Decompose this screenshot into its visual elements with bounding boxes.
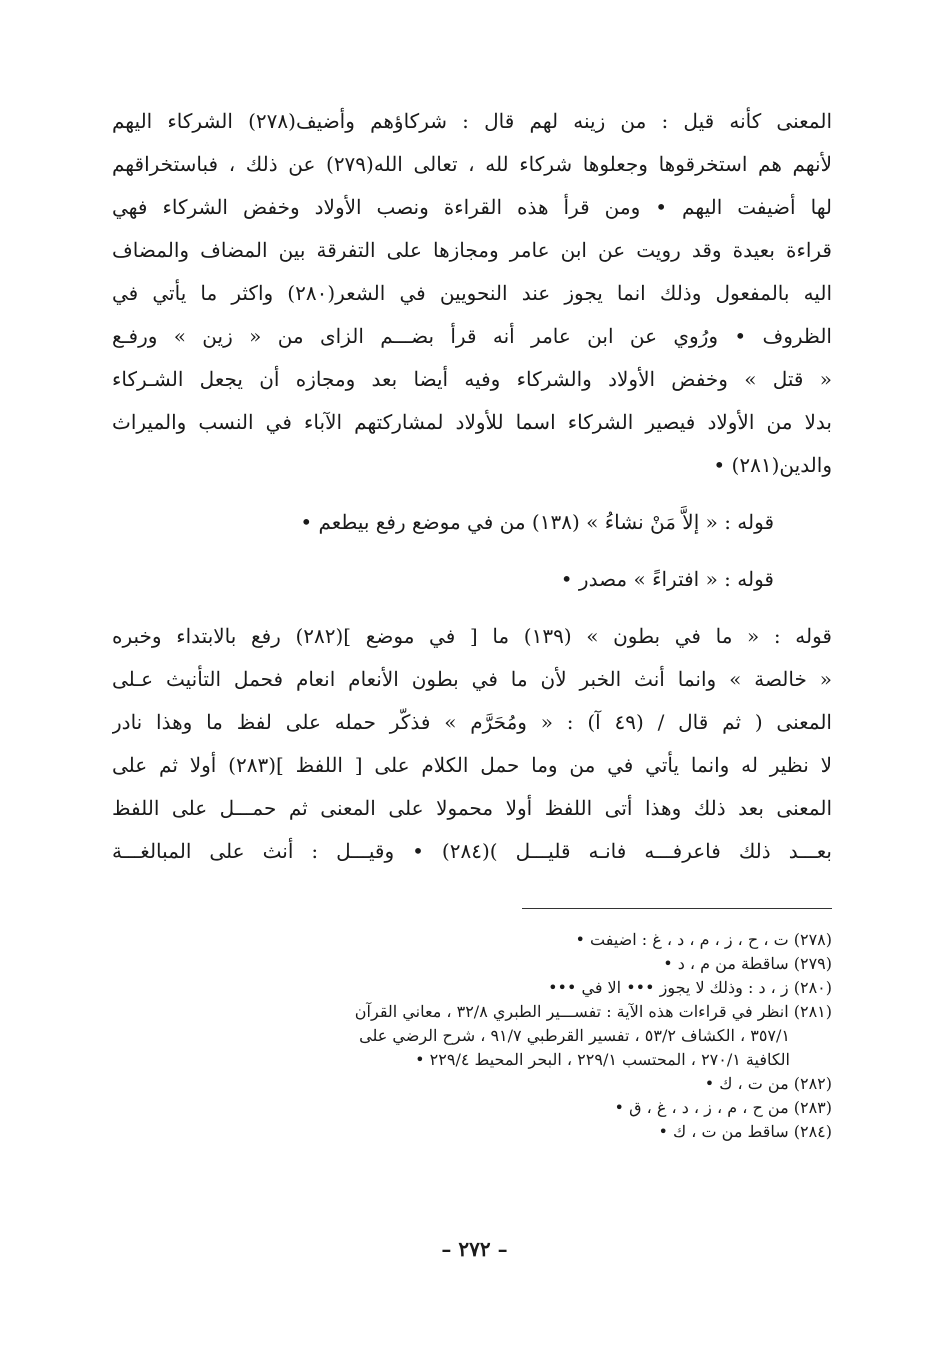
footnote-281: (٢٨١) انظر في قراءات هذه الآية : تفســـير الطبري ٣٢/٨ ، معاني القرآن bbox=[354, 1002, 832, 1021]
text-line: المعنى بعد ذلك وهذا أتى اللفظ أولا محمولا على المعنى ثم حمـــل على اللفظ bbox=[112, 796, 832, 820]
footnote-281-cont: الكافية ٢٧٠/١ ، المحتسب ٢٢٩/١ ، البحر المحيط ٢٢٩/٤ • bbox=[415, 1050, 790, 1069]
text-line: لها أضيفت اليهم • ومن قرأ هذه القراءة ونصب الأولاد وخفض الشركاء فهي bbox=[112, 195, 832, 219]
text-line: والدين(٢٨١) • bbox=[713, 453, 832, 477]
text-line: لأنهم هم استخرقوها وجعلوها شركاء لله ، تعالى الله(٢٧٩) عن ذلك ، فباستخراقهم bbox=[112, 152, 832, 176]
footnote-281-cont: ٣٥٧/١ ، الكشاف ٥٣/٢ ، تفسير القرطبي ٩١/٧ ، شرح الرضي على bbox=[359, 1026, 790, 1045]
text-line: قوله : « ما في بطون » (١٣٩) ما [ في موضع ](٢٨٢) رفع بالابتداء وخبره bbox=[112, 624, 832, 648]
footnote-282: (٢٨٢) من ت ، ك • bbox=[704, 1074, 832, 1093]
text-line: قراءة بعيدة وقد رويت عن ابن عامر ومجازها على التفرقة بين المضاف والمضاف bbox=[112, 238, 832, 262]
text-line: لا نظير له وانما يأتي في من وما حمل الكلام على [ اللفظ ](٢٨٣) أولا ثم على bbox=[112, 753, 832, 777]
text-line-iftira: قوله : « افتراءً » مصدر • bbox=[560, 567, 774, 591]
page-number: – ٢٧٢ – bbox=[441, 1237, 508, 1261]
footnote-divider bbox=[522, 908, 832, 909]
footnote-280: (٢٨٠) ز ، د : وذلك لا يجوز ••• الا في ••• bbox=[548, 978, 832, 997]
footnote-283: (٢٨٣) من ح ، م ، ز ، د ، غ ، ق • bbox=[614, 1098, 832, 1117]
text-line: المعنى ( ثم قال / (٤٩ آ) : « ومُحَرَّم » فذكّر حمله على لفظ ما وهذا نادر bbox=[112, 710, 832, 734]
text-line: المعنى كأنه قيل : من زينه لهم قال : شركاؤهم وأضيف(٢٧٨) الشركاء اليهم bbox=[112, 109, 832, 133]
text-line: بعـــد ذلك فاعرفـــه فانـه قليـــل )(٢٨٤) • وقيـــل : أنث على المبالغـــة bbox=[112, 839, 832, 863]
text-line: بدلا من الأولاد فيصير الشركاء اسما للأولاد لمشاركتهم الآباء في النسب والميراث bbox=[112, 410, 832, 434]
text-line: الظروف • ورُوي عن ابن عامر أنه قرأ بضـــم الزاى من « زين » ورفـع bbox=[112, 324, 832, 348]
text-line: « قتل » وخفض الأولاد والشركاء وفيه أيضا بعد ومجازه أن يجعل الشـركاء bbox=[112, 367, 832, 391]
text-line: « خالصة » وانما أنث الخبر لأن ما في بطون الأنعام انعام فحمل التأنيث عـلى bbox=[112, 667, 832, 691]
footnote-284: (٢٨٤) ساقط من ت ، ك • bbox=[658, 1122, 832, 1141]
footnote-278: (٢٧٨) ت ، ح ، ز ، م ، د ، غ : اضيفت • bbox=[575, 930, 832, 949]
text-line: اليه بالمفعول وذلك انما يجوز عند النحويين في الشعر(٢٨٠) واكثر ما يأتي في bbox=[112, 281, 832, 305]
main-text bbox=[112, 100, 832, 873]
text-line-illa: قوله : « إلاَّ مَنْ نشاءُ » (١٣٨) من في موضع رفع بيطعم • bbox=[300, 510, 774, 534]
footnote-279: (٢٧٩) ساقطة من م ، د • bbox=[663, 954, 832, 973]
footnotes bbox=[112, 928, 832, 1144]
